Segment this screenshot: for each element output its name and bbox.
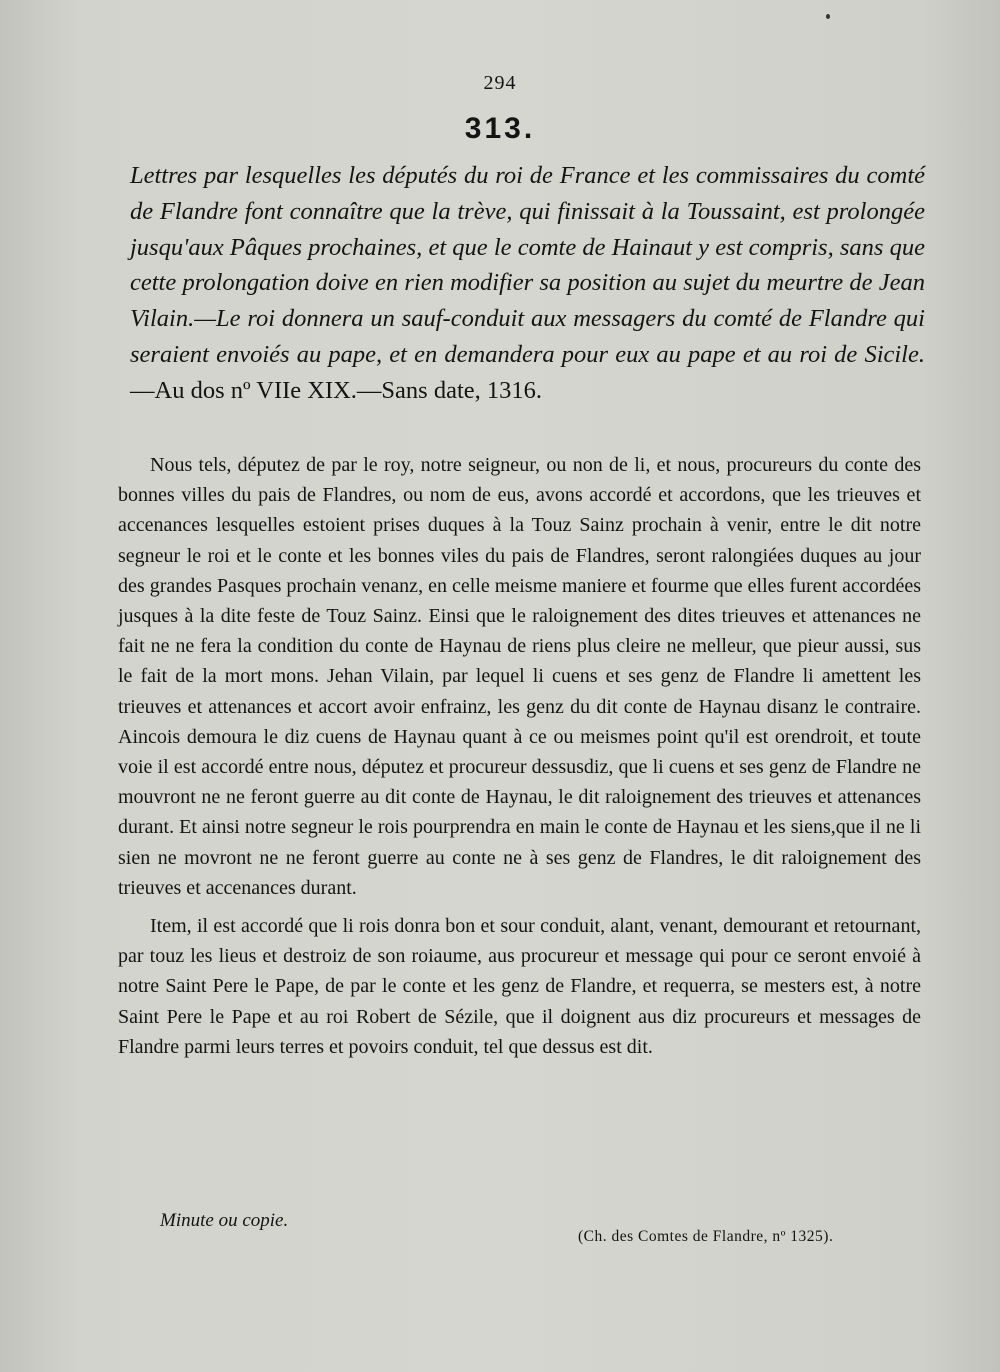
source-citation: (Ch. des Comtes de Flandre, nº 1325).: [578, 1228, 834, 1245]
summary-italic-text: Lettres par lesquelles les députés du roi de France et les commissaires du comté de Flandre font connaître que la trève, qui finissait à la Toussaint, est prolongée jusqu'aux Pâques prochaines, et que le comte de Hainaut y est compris, sans que cette prolongation doive en rien modifier sa position au sujet du meurtre de Jean Vilain.—Le roi donnera un sauf-conduit aux messagers du comté de Flandre qui seraient envoiés au pape, et en demandera pour eux au pape et au roi de Sicile.: [130, 162, 925, 368]
document-number: 313.: [464, 112, 536, 145]
document-body: [118, 450, 921, 1062]
document-summary: [130, 158, 925, 409]
minute-note: Minute ou copie.: [160, 1210, 289, 1231]
body-paragraph-1: Nous tels, députez de par le roy, notre seigneur, ou non de li, et nous, procureurs du conte des bonnes villes du pais de Flandres, ou nom de eus, avons accordé et accordons, que les trieuves et accenances lesquelles estoient prises duques à la Touz Sainz prochain à venir, entre le dit notre segneur le roi et le conte et les bonnes viles du pais de Flandres, seront ralongiées duques au jour des grandes Pasques prochain venanz, en celle meisme maniere et fourme que elles furent accordées jusques à la dite feste de Touz Sainz. Einsi que le raloignement des dites trieuves et attenances ne fait ne ne fera la condition du conte de Haynau de riens plus cleire ne melleur, que pieur aussi, sus le fait de la mort mons. Jehan Vilain, par lequel li cuens et ses genz de Flandre li amettent les trieuves et attenances et accort avoir enfrainz, les genz du dit conte de Haynau disanz le contraire. Aincois demoura le diz cuens de Haynau quant à ce ou meismes point qu'il est orendroit, et toute voie il est accordé entre nous, députez et procureur dessusdiz, que li cuens et ses genz de Flandre ne mouvront ne ne feront guerre au dit conte de Haynau, le dit raloignement des trieuves et attenances durant. Et ainsi notre segneur le rois pourprendra en main le conte de Haynau et les siens,que il ne li sien ne movront ne ne feront guerre au conte ne à ses genz de Flandres, le dit raloignement des trieuves et accenances durant.: [118, 454, 921, 899]
summary-date-text: —Au dos nº VIIe XIX.—Sans date, 1316.: [130, 376, 543, 404]
page-number: 294: [483, 72, 517, 94]
body-paragraph-2: Item, il est accordé que li rois donra bon et sour conduit, alant, venant, demourant et retournant, par touz les lieus et destroiz de son roiaume, aus procureur et message qui pour ce seront envoié à notre Saint Pere le Pape, de par le conte et les genz de Flandre, et requerra, se mesters est, à notre Saint Pere le Pape et au roi Robert de Sézile, que il doignent aus diz procureurs et messages de Flandre parmi leurs terres et povoirs conduit, tel que dessus est dit.: [118, 915, 921, 1058]
ink-speck: [826, 14, 830, 19]
